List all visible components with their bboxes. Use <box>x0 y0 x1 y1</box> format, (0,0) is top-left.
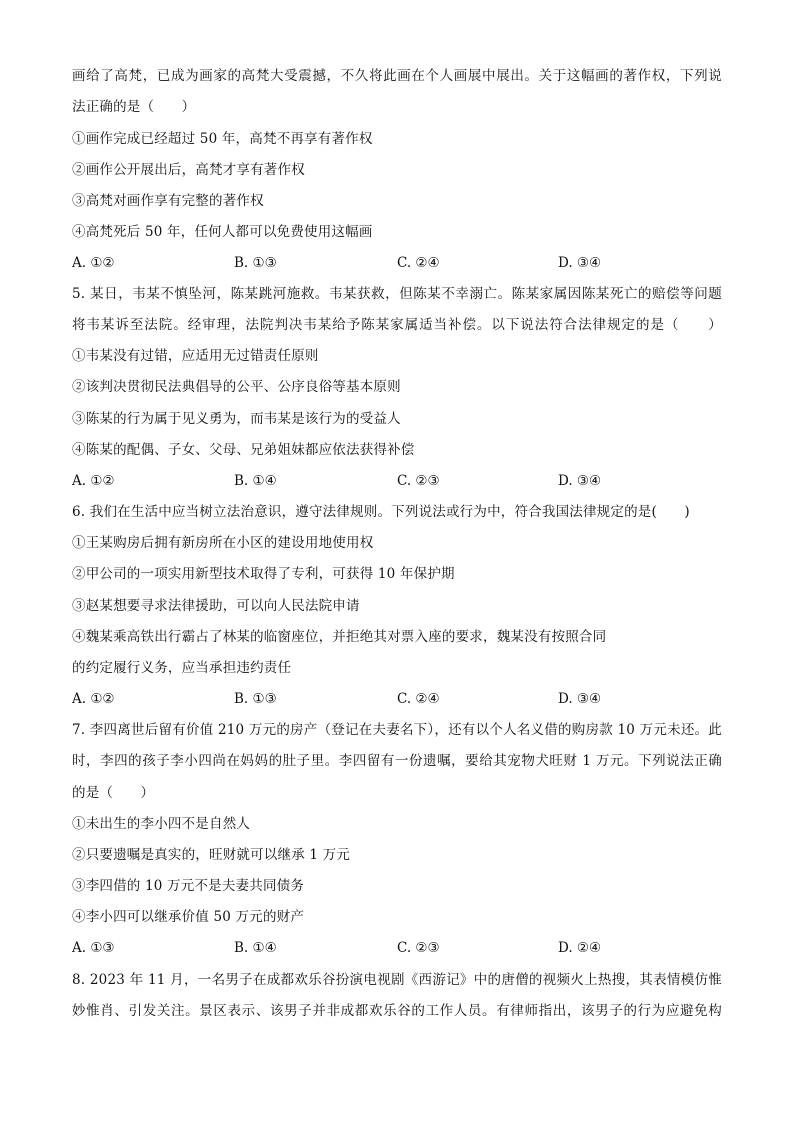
q5-option-b: B. ①④ <box>234 473 277 489</box>
q5-option-d: D. ③④ <box>558 473 602 489</box>
q5-statement-1: ①韦某没有过错，应适用无过错责任原则 <box>72 348 319 364</box>
q4-option-b: B. ①③ <box>234 255 277 271</box>
q4-option-d: D. ③④ <box>558 255 602 271</box>
q7-option-b: B. ①④ <box>234 940 277 956</box>
q7-stem-line-2: 时，李四的孩子李小四尚在妈妈的肚子里。李四留有一份遗嘱，要给其宠物犬旺财 1 万元。下列说法正确 <box>72 753 722 769</box>
q7-statement-3: ③李四借的 10 万元不是夫妻共同债务 <box>72 878 305 894</box>
q4-option-c: C. ②④ <box>397 255 440 271</box>
q4-statement-4: ④高梵死后 50 年，任何人都可以免费使用这幅画 <box>72 224 373 240</box>
q8-stem-line-1: 8. 2023 年 11 月，一名男子在成都欢乐谷扮演电视剧《西游记》中的唐僧的视频火上热搜，其表情模仿惟 <box>72 972 722 988</box>
q5-option-c: C. ②③ <box>397 473 440 489</box>
q7-option-c: C. ②③ <box>397 940 440 956</box>
q6-statement-4: ④魏某乘高铁出行霸占了林某的临窗座位，并拒绝其对票入座的要求，魏某没有按照合同 <box>72 629 607 645</box>
q7-option-d: D. ②④ <box>558 940 602 956</box>
q6-statement-1: ①王某购房后拥有新房所在小区的建设用地使用权 <box>72 535 374 551</box>
q7-stem-line-1: 7. 李四离世后留有价值 210 万元的房产（登记在夫妻名下），还有以个人名义借的购房款 10 万元未还。此 <box>72 722 722 738</box>
q4-stem-line-1: 画给了高梵，已成为画家的高梵大受震撼，不久将此画在个人画展中展出。关于这幅画的著作权，下列说 <box>72 68 722 84</box>
q7-statement-4: ④李小四可以继承价值 50 万元的财产 <box>72 909 305 925</box>
q7-statement-2: ②只要遗嘱是真实的，旺财就可以继承 1 万元 <box>72 847 351 863</box>
q7-option-a: A. ①③ <box>72 940 115 956</box>
q4-statement-1: ①画作完成已经超过 50 年，高梵不再享有著作权 <box>72 131 373 147</box>
q5-stem-line-2: 将韦某诉至法院。经审理，法院判决韦某给予陈某家属适当补偿。以下说法符合法律规定的是（ ） <box>72 317 722 333</box>
q5-stem-line-1: 5. 某日，韦某不慎坠河，陈某跳河施救。韦某获救，但陈某不幸溺亡。陈某家属因陈某死亡的赔偿等问题 <box>72 286 722 302</box>
q6-statement-3: ③赵某想要寻求法律援助，可以向人民法院申请 <box>72 598 360 614</box>
q6-statement-2: ②甲公司的一项实用新型技术取得了专利，可获得 10 年保护期 <box>72 566 455 582</box>
q8-stem-line-2: 妙惟肖、引发关注。景区表示、该男子并非成都欢乐谷的工作人员。有律师指出，该男子的行为应避免构 <box>72 1003 722 1019</box>
q5-statement-3: ③陈某的行为属于见义勇为，而韦某是该行为的受益人 <box>72 411 401 427</box>
q4-statement-3: ③高梵对画作享有完整的著作权 <box>72 193 264 209</box>
q5-statement-2: ②该判决贯彻民法典倡导的公平、公序良俗等基本原则 <box>72 379 401 395</box>
q5-option-a: A. ①② <box>72 473 115 489</box>
q6-option-c: C. ②④ <box>397 691 440 707</box>
q4-option-a: A. ①② <box>72 255 115 271</box>
q6-stem-line-1: 6. 我们在生活中应当树立法治意识，遵守法律规则。下列说法或行为中，符合我国法律规定的是( ) <box>72 504 690 520</box>
q5-statement-4: ④陈某的配偶、子女、父母、兄弟姐妹都应依法获得补偿 <box>72 442 415 458</box>
q7-statement-1: ①未出生的李小四不是自然人 <box>72 816 251 832</box>
q4-stem-line-2: 法正确的是（ ） <box>72 99 196 115</box>
q4-statement-2: ②画作公开展出后，高梵才享有著作权 <box>72 162 305 178</box>
q6-option-b: B. ①③ <box>234 691 277 707</box>
q7-stem-line-3: 的是（ ） <box>72 785 155 801</box>
q6-statement-4-cont: 的约定履行义务，应当承担违约责任 <box>72 660 292 676</box>
q6-option-d: D. ③④ <box>558 691 602 707</box>
q6-option-a: A. ①② <box>72 691 115 707</box>
